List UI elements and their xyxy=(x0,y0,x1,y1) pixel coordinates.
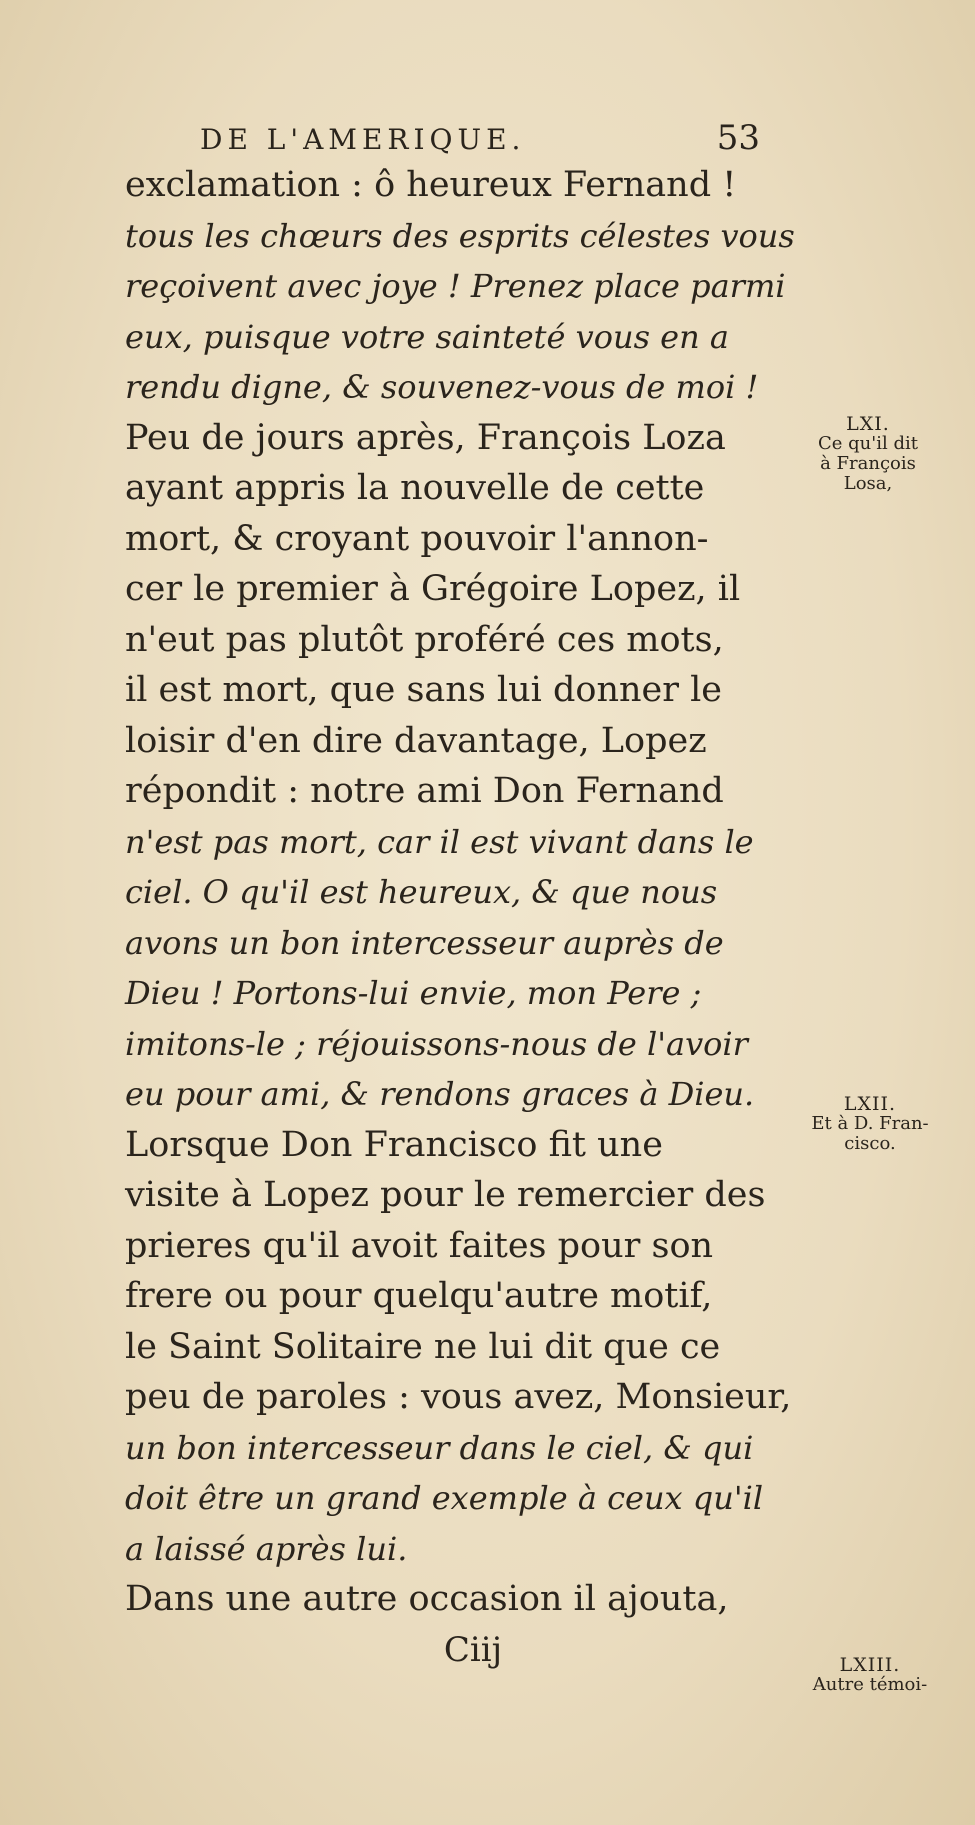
margin-note-number: LXII. xyxy=(843,1093,897,1115)
text-line: mort, & croyant pouvoir l'annon- xyxy=(125,518,709,559)
text-line: avons un bon intercesseur auprès de xyxy=(125,923,724,962)
margin-note-line: cisco. xyxy=(844,1133,896,1154)
text-line: prieres qu'il avoit faites pour son xyxy=(125,1225,714,1266)
text-line: Dans une autre occasion il ajouta, xyxy=(125,1579,729,1619)
text-line: Dieu ! Portons-lui envie, mon Pere ; xyxy=(125,974,702,1012)
text-line: un bon intercesseur dans le ciel, & qui xyxy=(125,1428,754,1467)
text-line: n'est pas mort, car il est vivant dans le xyxy=(125,822,754,861)
text-line: doit être un grand exemple à ceux qu'il xyxy=(125,1479,764,1517)
margin-note-line: à François xyxy=(820,453,916,474)
text-line: il est mort, que sans lui donner le xyxy=(125,670,723,710)
margin-note-lxi xyxy=(768,414,968,494)
text-line: Lorsque Don Francisco fit une xyxy=(125,1124,663,1165)
running-title: DE L'AMERIQUE. xyxy=(200,123,526,156)
margin-note-line: Ce qu'il dit xyxy=(818,433,918,454)
text-line: ciel. O qu'il est heureux, & que nous xyxy=(125,873,718,911)
margin-note-line: Et à D. Fran- xyxy=(811,1113,929,1134)
signature-mark: Ciij xyxy=(443,1629,503,1670)
text-line: n'eut pas plutôt proféré ces mots, xyxy=(125,619,724,660)
text-line: frere ou pour quelqu'autre motif, xyxy=(125,1276,713,1316)
margin-note-line: Autre témoi- xyxy=(812,1674,928,1695)
text-line: a laissé après lui. xyxy=(125,1529,408,1568)
text-line: rendu digne, & souvenez-vous de moi ! xyxy=(125,368,759,406)
text-line: cer le premier à Grégoire Lopez, il xyxy=(125,569,741,609)
margin-note-lxii xyxy=(770,1094,970,1154)
text-line: loisir d'en dire davantage, Lopez xyxy=(125,720,707,761)
text-line: imitons-le ; réjouissons-nous de l'avoir xyxy=(125,1024,748,1063)
text-line: eu pour ami, & rendons graces à Dieu. xyxy=(125,1075,755,1113)
running-header xyxy=(200,118,760,158)
page-number: 53 xyxy=(716,118,760,158)
text-line: ayant appris la nouvelle de cette xyxy=(125,468,705,508)
text-line: eux, puisque votre sainteté vous en a xyxy=(125,317,729,356)
margin-note-line: Losa, xyxy=(843,473,893,494)
text-line: visite à Lopez pour le remercier des xyxy=(125,1175,766,1215)
body-text xyxy=(125,160,795,1675)
text-line: répondit : notre ami Don Fernand xyxy=(125,771,724,811)
text-line: reçoivent avec joye ! Prenez place parmi xyxy=(125,267,786,305)
margin-note-number: LXIII. xyxy=(839,1654,901,1676)
text-line: Peu de jours après, François Loza xyxy=(125,417,726,458)
text-line: le Saint Solitaire ne lui dit que ce xyxy=(125,1326,721,1367)
margin-note-number: LXI. xyxy=(846,413,890,435)
text-line: tous les chœurs des esprits célestes vous xyxy=(125,216,795,255)
margin-note-lxiii xyxy=(770,1655,970,1695)
text-line: exclamation : ô heureux Fernand ! xyxy=(125,165,737,205)
text-line: peu de paroles : vous avez, Monsieur, xyxy=(125,1377,792,1417)
